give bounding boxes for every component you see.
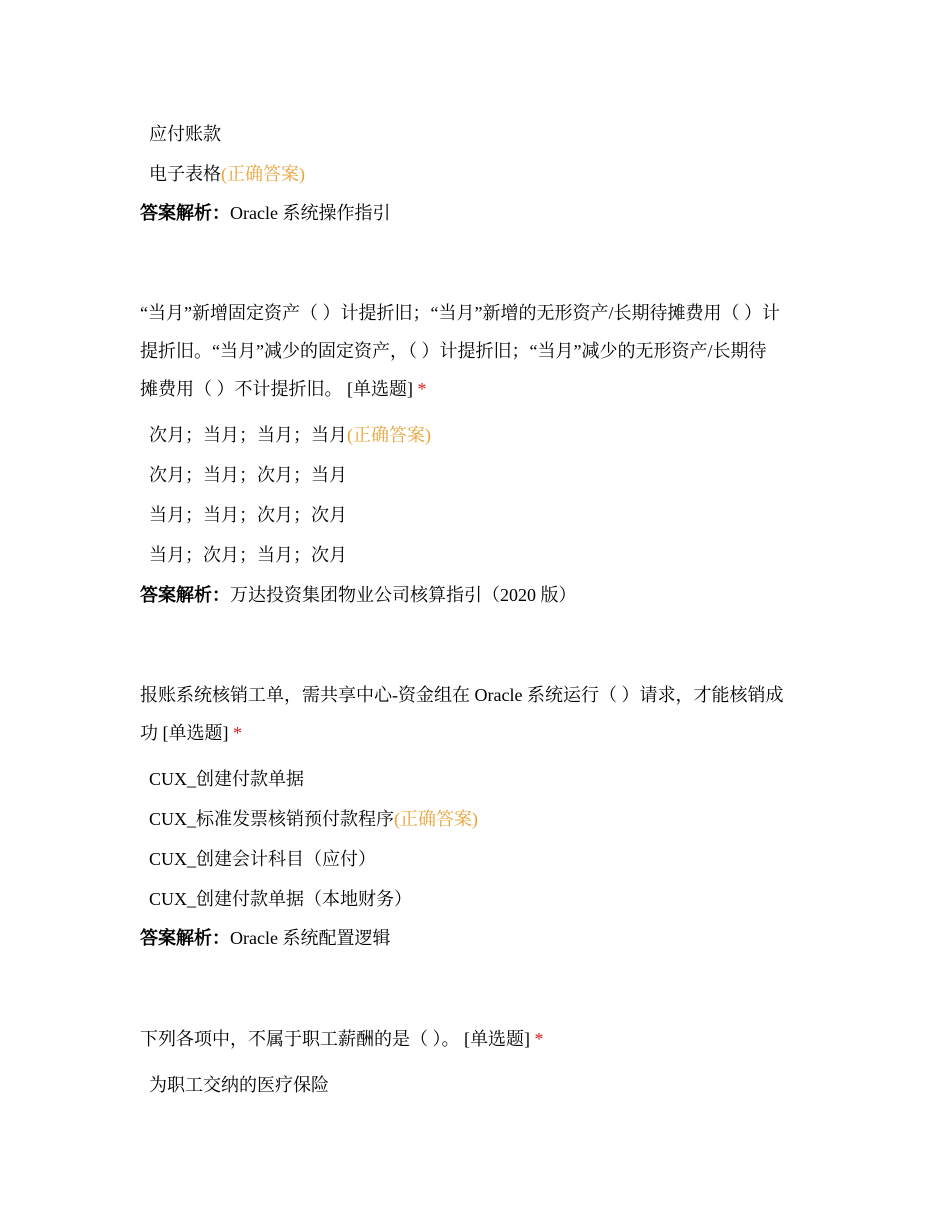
option-item (149, 463, 347, 487)
required-mark: * (233, 723, 242, 743)
option-text: CUX_创建付款单据（本地财务） (149, 889, 413, 909)
correct-answer-tag: (正确答案) (347, 425, 431, 445)
required-mark: * (417, 379, 427, 399)
question-text-line (140, 1027, 544, 1051)
analysis-text: Oracle 系统操作指引 (230, 203, 391, 223)
option-text: 当月；当月；次月；次月 (149, 505, 347, 525)
option-item (149, 503, 347, 527)
option-item (149, 543, 347, 567)
required-mark: * (534, 1029, 544, 1049)
answer-analysis (140, 201, 390, 225)
analysis-text: 万达投资集团物业公司核算指引（2020 版） (230, 585, 577, 605)
question-type-tag: [单选题] (464, 1029, 530, 1049)
analysis-label: 答案解析： (140, 585, 230, 605)
option-text: CUX_标准发票核销预付款程序 (149, 809, 395, 829)
option-item (149, 122, 221, 146)
option-item (149, 807, 478, 831)
correct-answer-tag: (正确答案) (394, 809, 479, 829)
question-text-line: 报账系统核销工单，需共享中心-资金组在 Oracle 系统运行（ ）请求，才能核销成 (140, 685, 784, 705)
option-text: 次月；当月；当月；当月 (149, 425, 347, 445)
correct-answer-tag: (正确答案) (221, 164, 305, 184)
option-item (149, 847, 376, 871)
option-text: 应付账款 (149, 124, 221, 144)
question-text-tail: 下列各项中，不属于职工薪酬的是（ ）。 (140, 1029, 460, 1049)
option-text: 次月；当月；次月；当月 (149, 465, 347, 485)
option-item (149, 423, 431, 447)
option-text: CUX_创建付款单据 (149, 769, 305, 789)
option-text: 当月；次月；当月；次月 (149, 545, 347, 565)
question-text-tail: 功 (140, 723, 158, 743)
answer-analysis (140, 583, 577, 607)
option-item (149, 1073, 329, 1097)
option-item (149, 887, 412, 911)
analysis-label: 答案解析： (140, 928, 230, 948)
option-text: 电子表格 (149, 164, 221, 184)
question-type-tag: [单选题] (347, 379, 413, 399)
question-text-line (140, 721, 242, 745)
question-type-tag: [单选题] (162, 723, 229, 743)
question-text-line: “当月”新增固定资产（ ）计提折旧；“当月”新增的无形资产/长期待摊费用（ ）计 (140, 303, 780, 323)
option-item (149, 767, 304, 791)
option-text: CUX_创建会计科目（应付） (149, 849, 377, 869)
question-text-line: 提折旧。“当月”减少的固定资产，（ ）计提折旧；“当月”减少的无形资产/长期待 (140, 341, 767, 361)
option-text: 为职工交纳的医疗保险 (149, 1075, 329, 1095)
answer-analysis (140, 926, 390, 950)
option-item (149, 162, 305, 186)
analysis-label: 答案解析： (140, 203, 230, 223)
question-text-tail: 摊费用（ ）不计提折旧。 (140, 379, 343, 399)
analysis-text: Oracle 系统配置逻辑 (230, 928, 391, 948)
question-text-line (140, 377, 427, 401)
